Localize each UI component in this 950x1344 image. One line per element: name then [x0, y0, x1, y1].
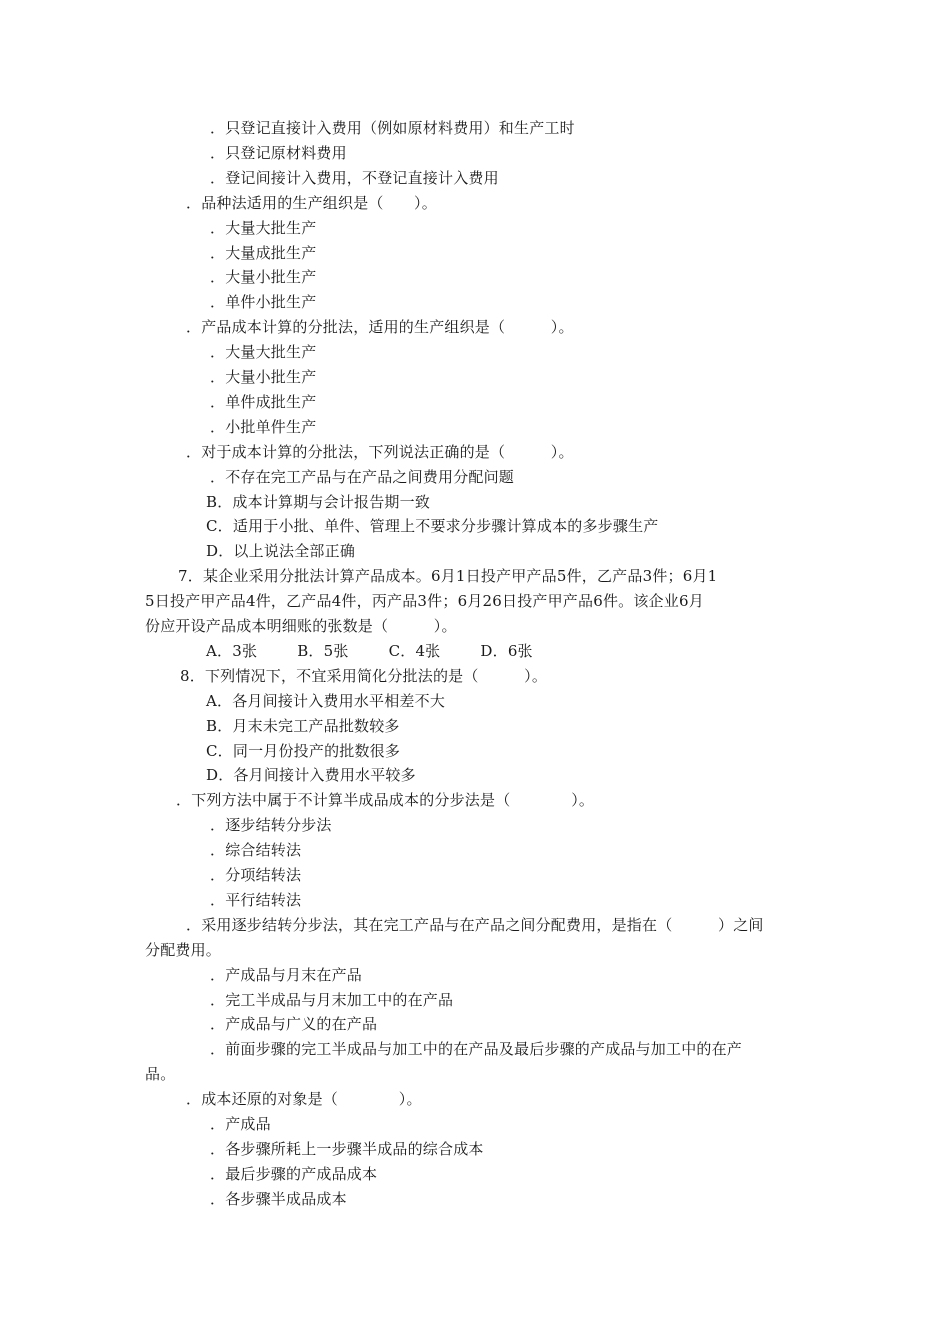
question-line: 份应开设产品成本明细账的张数是（ ）。 [145, 617, 457, 635]
option-line: ．大量大批生产 [210, 343, 317, 362]
option-line: B．成本计算期与会计报告期一致 [206, 492, 431, 511]
option-line: ．产成品与广义的在产品 [210, 1015, 378, 1034]
option-line: ．大量成批生产 [210, 243, 317, 262]
option-line: ．各步骤半成品成本 [210, 1189, 347, 1208]
option-line: ．平行结转法 [210, 890, 302, 909]
option-line: ．各步骤所耗上一步骤半成品的综合成本 [210, 1139, 484, 1158]
option-line: ．前面步骤的完工半成品与加工中的在产品及最后步骤的产成品与加工中的在产 [210, 1040, 743, 1059]
answer-choice: A．3张 [206, 641, 258, 660]
option-line: ．产成品 [210, 1115, 271, 1133]
option-line: D．以上说法全部正确 [206, 542, 356, 561]
option-line: B．月末未完工产品批数较多 [206, 716, 400, 735]
option-line: ．单件成批生产 [210, 392, 317, 411]
answer-choice: C．4张 [388, 641, 441, 660]
question-line: 8．下列情况下，不宜采用简化分批法的是（ ）。 [180, 666, 548, 685]
option-line: ．分项结转法 [210, 866, 302, 884]
question-line: ．采用逐步结转分步法，其在完工产品与在产品之间分配费用，是指在（ ）之间 [186, 915, 764, 934]
question-line: 品。 [145, 1065, 176, 1084]
question-line: ．下列方法中属于不计算半成品成本的分步法是（ ）。 [176, 791, 595, 810]
question-line: ．产品成本计算的分批法，适用的生产组织是（ ）。 [186, 318, 574, 337]
question-line: 分配费用。 [145, 940, 222, 959]
option-line: D．各月间接计入费用水平较多 [206, 766, 416, 785]
answer-choice: B．5张 [297, 641, 349, 660]
option-line: ．逐步结转分步法 [210, 816, 332, 835]
option-line: ．大量大批生产 [210, 218, 317, 237]
option-line: ．产成品与月末在产品 [210, 965, 363, 984]
option-line: C．同一月份投产的批数很多 [206, 741, 401, 760]
option-line: ．不存在完工产品与在产品之间费用分配问题 [210, 467, 515, 486]
question-line: 5日投产甲产品4件，乙产品4件，丙产品3件；6月26日投产甲产品6件。该企业6月 [145, 592, 704, 611]
option-line: C．适用于小批、单件、管理上不要求分步骤计算成本的多步骤生产 [206, 517, 659, 536]
answer-choice: D．6张 [480, 641, 533, 660]
question-line: 7．某企业采用分批法计算产品成本。6月1日投产甲产品5件，乙产品3件；6月1 [178, 567, 718, 586]
option-line: ．大量小批生产 [210, 368, 317, 386]
option-line: ．登记间接计入费用，不登记直接计入费用 [210, 168, 499, 187]
question-line: ．成本还原的对象是（ ）。 [186, 1090, 422, 1109]
option-line: ．只登记直接计入费用（例如原材料费用）和生产工时 [210, 119, 575, 137]
question-line: ．对于成本计算的分批法，下列说法正确的是（ ）。 [186, 442, 574, 461]
option-line: ．大量小批生产 [210, 268, 317, 287]
option-line: ．只登记原材料费用 [210, 143, 347, 162]
option-line: ．小批单件生产 [210, 417, 317, 436]
option-line: ．综合结转法 [210, 841, 302, 860]
option-line: ．单件小批生产 [210, 293, 317, 312]
option-line: ．最后步骤的产成品成本 [210, 1164, 378, 1183]
option-line: ．完工半成品与月末加工中的在产品 [210, 990, 454, 1009]
answer-choices-row [0, 639, 950, 664]
option-line: A．各月间接计入费用水平相差不大 [206, 691, 446, 710]
question-line: ．品种法适用的生产组织是（ ）。 [186, 193, 437, 212]
